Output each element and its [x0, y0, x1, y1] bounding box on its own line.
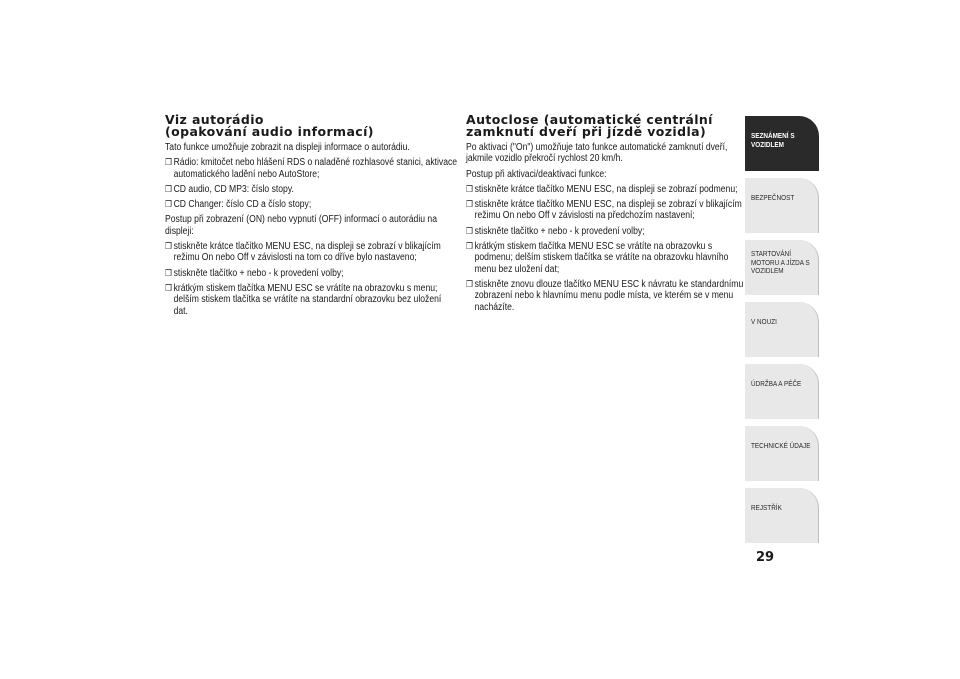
checkbox-bullet-icon: ❒	[165, 184, 172, 195]
checkbox-bullet-icon: ❒	[466, 226, 473, 237]
list-item: ❒ krátkým stiskem tlačítka MENU ESC se vrátíte na obrazovku s podmenu; delším stiskem tlačítka se vrátíte na obrazovku hlavního menu bez uložení dat;	[466, 241, 729, 275]
checkbox-bullet-icon: ❒	[165, 200, 172, 211]
autoclose-intro: Po aktivaci ("On") umožňuje tato funkce automatické zamknutí dveří, jakmile vozidlo překročí rychlost 20 km/h.	[466, 142, 728, 165]
autoclose-procedure: Postup při aktivaci/deaktivaci funkce:	[466, 168, 607, 180]
radio-steps-list	[165, 241, 450, 317]
chapter-tabs	[745, 116, 819, 550]
tab-technicke-udaje[interactable]: TECHNICKÉ ÚDAJE	[745, 426, 819, 481]
list-item: ❒ stiskněte krátce tlačítko MENU ESC, na displeji se zobrazí v blikajícím režimu On nebo Off v závislosti na tom co dříve bylo nastaveno;	[165, 241, 441, 264]
checkbox-bullet-icon: ❒	[466, 184, 473, 195]
list-item: ❒ CD audio, CD MP3: číslo stopy.	[165, 183, 294, 195]
checkbox-bullet-icon: ❒	[165, 283, 172, 294]
tab-rejstrik[interactable]: REJSTŘÍK	[745, 488, 819, 543]
tab-seznameni-s-vozidlem[interactable]: SEZNÁMENÍ S VOZIDLEM	[745, 116, 819, 171]
tab-udrzba-a-pece[interactable]: ÚDRŽBA A PÉČE	[745, 364, 819, 419]
list-item: ❒ stiskněte znovu dlouze tlačítko MENU ESC k návratu ke standardnímu zobrazení nebo k hlavnímu menu podle místa, ve kterém se v menu nacházíte.	[466, 278, 744, 313]
right-column	[466, 112, 744, 317]
radio-procedure: Postup při zobrazení (ON) nebo vypnutí (OFF) informací o autorádiu na displeji:	[165, 214, 437, 237]
tab-bezpecnost[interactable]: BEZPEČNOST	[745, 178, 819, 233]
list-item: ❒ stiskněte tlačítko + nebo - k provedení volby;	[165, 267, 344, 279]
list-item: ❒ stiskněte tlačítko + nebo - k provedení volby;	[466, 225, 645, 237]
radio-intro: Tato funkce umožňuje zobrazit na displeji informace o autorádiu.	[165, 142, 410, 153]
list-item: ❒ stiskněte krátce tlačítko MENU ESC, na displeji se zobrazí podmenu;	[466, 183, 738, 195]
tab-v-nouzi[interactable]: V NOUZI	[745, 302, 819, 357]
checkbox-bullet-icon: ❒	[165, 242, 172, 253]
checkbox-bullet-icon: ❒	[466, 200, 473, 211]
page-number: 29	[756, 550, 775, 565]
checkbox-bullet-icon: ❒	[466, 242, 473, 253]
tab-startovani[interactable]: STARTOVÁNÍ MOTORU A JÍZDA S VOZIDLEM	[745, 240, 819, 295]
checkbox-bullet-icon: ❒	[466, 279, 473, 290]
autoclose-steps-list	[466, 183, 744, 313]
list-item: ❒ Rádio: kmitočet nebo hlášení RDS o naladěné rozhlasové stanici, aktivace automatického ladění nebo AutoStore;	[165, 157, 458, 180]
checkbox-bullet-icon: ❒	[165, 268, 172, 279]
left-column	[165, 112, 458, 321]
section-heading-radio: Viz autorádio (opakování audio informací)	[165, 112, 374, 139]
list-item: ❒ krátkým stiskem tlačítka MENU ESC se vrátíte na obrazovku s menu; delším stiskem tlačítka se vrátíte na standardní obrazovku bez uložení dat.	[165, 282, 442, 317]
list-item: ❒ CD Changer: číslo CD a číslo stopy;	[165, 199, 312, 211]
section-heading-autoclose: Autoclose (automatické centrální zamknutí dveří při jízdě vozidla)	[466, 112, 713, 139]
radio-info-list	[165, 157, 458, 211]
checkbox-bullet-icon: ❒	[165, 158, 172, 169]
list-item: ❒ stiskněte krátce tlačítko MENU ESC, na displeji se zobrazí v blikajícím režimu On nebo Off v závislosti na předchozím nastavení;	[466, 199, 742, 222]
